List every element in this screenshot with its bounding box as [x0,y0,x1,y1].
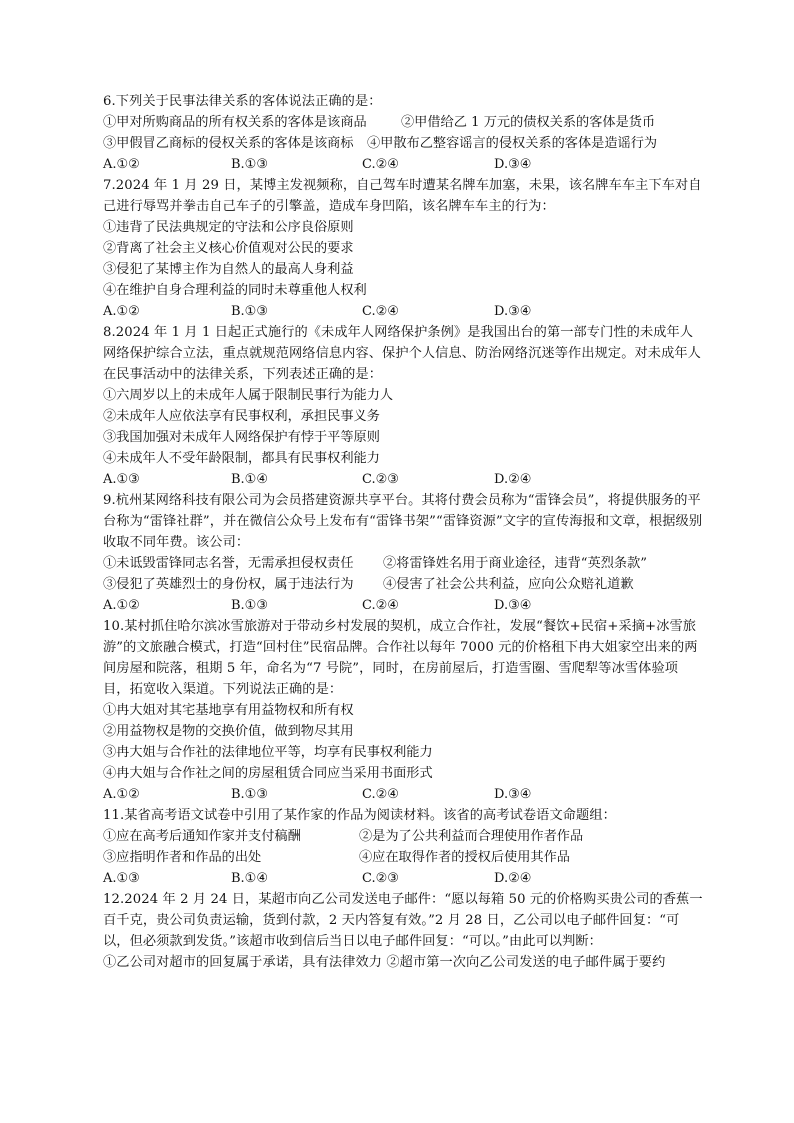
choice-a: A.①③ [103,472,140,487]
answer-choices [103,301,703,322]
question-7 [103,175,703,322]
statement: ③侵犯了某博主作为自然人的最高人身利益 [103,262,354,277]
choice-d: D.②④ [494,871,532,886]
choice-c: C.②③ [362,472,399,487]
choice-a: A.①③ [103,871,140,886]
statement: ③应指明作者和作品的出处 [103,850,262,865]
statement: ④侵害了社会公共利益，应向公众赔礼道歉 [383,577,634,592]
question-12 [103,889,703,973]
answer-choices [103,784,703,805]
statement-row [103,133,703,154]
statement: ④甲散布乙整容谣言的侵权关系的客体是造谣行为 [367,136,658,151]
choice-a: A.①② [103,598,140,613]
statement: ④应在取得作者的授权后使用其作品 [359,850,570,865]
question-10 [103,616,703,805]
choice-c: C.②③ [362,871,399,886]
choice-c: C.②④ [362,598,399,613]
answer-choices [103,595,703,616]
answer-choices [103,154,703,175]
choice-d: D.③④ [494,304,532,319]
statement-row [103,574,703,595]
choice-b: B.①③ [231,787,268,802]
choice-a: A.①② [103,157,140,172]
question-stem: 7.2024 年 1 月 29 日，某博主发视频称，自己驾车时遭某名牌车加塞，未果，该名牌车车主下车对自己进行辱骂并拳击自己车子的引擎盖，造成车身凹陷，该名牌车车主的行为： [103,178,702,214]
statement: ①违背了民法典规定的守法和公序良俗原则 [103,220,354,235]
statement: ④冉大姐与合作社之间的房屋租赁合同应当采用书面形式 [103,766,433,781]
question-8 [103,322,703,490]
statement-row [103,112,703,133]
statement: ④在维护自身合理利益的同时未尊重他人权利 [103,283,367,298]
statement: ③甲假冒乙商标的侵权关系的客体是该商标 [103,136,354,151]
statement-row [103,847,703,868]
choice-a: A.①② [103,304,140,319]
statement-row [103,553,703,574]
statement: ②甲借给乙 1 万元的债权关系的客体是货币 [401,115,656,130]
question-stem: 12.2024 年 2 月 24 日，某超市向乙公司发送电子邮件：“愿以每箱 50 元的价格购买贵公司的香蕉一百千克，贵公司负责运输，货到付款，2 天内答复有效。”2 月 28 日，乙公司以电子邮件回复：“可以，但必须款到发货。”该超市收到信后当日以电子邮件回复：“可以。”由此可以判断： [103,892,703,949]
statement: ②背离了社会主义核心价值观对公民的要求 [103,241,354,256]
statement: ②用益物权是物的交换价值，做到物尽其用 [103,724,354,739]
choice-b: B.①③ [231,157,268,172]
choice-d: D.②④ [494,472,532,487]
statement: ③冉大姐与合作社的法律地位平等，均享有民事权利能力 [103,745,433,760]
statement: ①乙公司对超市的回复属于承诺，具有法律效力 ②超市第一次向乙公司发送的电子邮件属于要约 [103,955,666,970]
question-11 [103,805,703,889]
question-6 [103,91,703,175]
choice-b: B.①③ [231,598,268,613]
statement: ③侵犯了英雄烈士的身份权，属于违法行为 [103,577,354,592]
statement: ②是为了公共利益而合理使用作者作品 [359,829,584,844]
choice-d: D.③④ [494,787,532,802]
question-stem: 10.某村抓住哈尔滨冰雪旅游对于带动乡村发展的契机，成立合作社，发展“餐饮+民宿+采摘+冰雪旅游”的文旅融合模式，打造“回村住”民宿品牌。合作社以每年 7000 元的价格租下冉大姐家空出来的两间房屋和院落，租期 5 年，命名为“7 号院”，同时，在房前屋后，打造雪圈、雪爬犁等冰雪体验项目，拓宽收入渠道。下列说法正确的是： [103,619,698,697]
choice-a: A.①② [103,787,140,802]
question-stem: 11.某省高考语文试卷中引用了某作家的作品为阅读材料。该省的高考试卷语文命题组： [103,808,616,823]
statement: ①六周岁以上的未成年人属于限制民事行为能力人 [103,388,394,403]
statement: ①应在高考后通知作家并支付稿酬 [103,829,301,844]
statement: ③我国加强对未成年人网络保护有悖于平等原则 [103,430,380,445]
statement: ②将雷锋姓名用于商业途径，违背“英烈条款” [383,556,648,571]
choice-b: B.①④ [231,472,268,487]
statement: ④未成年人不受年龄限制，都具有民事权利能力 [103,451,380,466]
choice-d: D.③④ [494,598,532,613]
question-9 [103,490,703,616]
choice-d: D.③④ [494,157,532,172]
question-stem: 9.杭州某网络科技有限公司为会员搭建资源共享平台。其将付费会员称为“雷锋会员”，将提供服务的平台称为“雷锋社群”，并在微信公众号上发布有“雷锋书架”“雷锋资源”文字的宣传海报和文章，根据级别收取不同年费。该公司： [103,493,703,550]
choice-c: C.②④ [362,304,399,319]
choice-c: C.②④ [362,787,399,802]
statement: ①甲对所购商品的所有权关系的客体是该商品 [103,115,367,130]
statement: ①未诋毁雷锋同志名誉，无需承担侵权责任 [103,556,354,571]
exam-page [103,91,703,973]
choice-c: C.②④ [362,157,399,172]
question-stem: 6.下列关于民事法律关系的客体说法正确的是： [103,94,382,109]
question-stem: 8.2024 年 1 月 1 日起正式施行的《未成年人网络保护条例》是我国出台的第一部专门性的未成年人网络保护综合立法，重点就规范网络信息内容、保护个人信息、防治网络沉迷等作出规定。对未成年人在民事活动中的法律关系，下列表述正确的是： [103,325,701,382]
answer-choices [103,469,703,490]
statement-row [103,826,703,847]
choice-b: B.①③ [231,304,268,319]
statement: ①冉大姐对其宅基地享有用益物权和所有权 [103,703,354,718]
choice-b: B.①④ [231,871,268,886]
statement: ②未成年人应依法享有民事权利，承担民事义务 [103,409,380,424]
answer-choices [103,868,703,889]
